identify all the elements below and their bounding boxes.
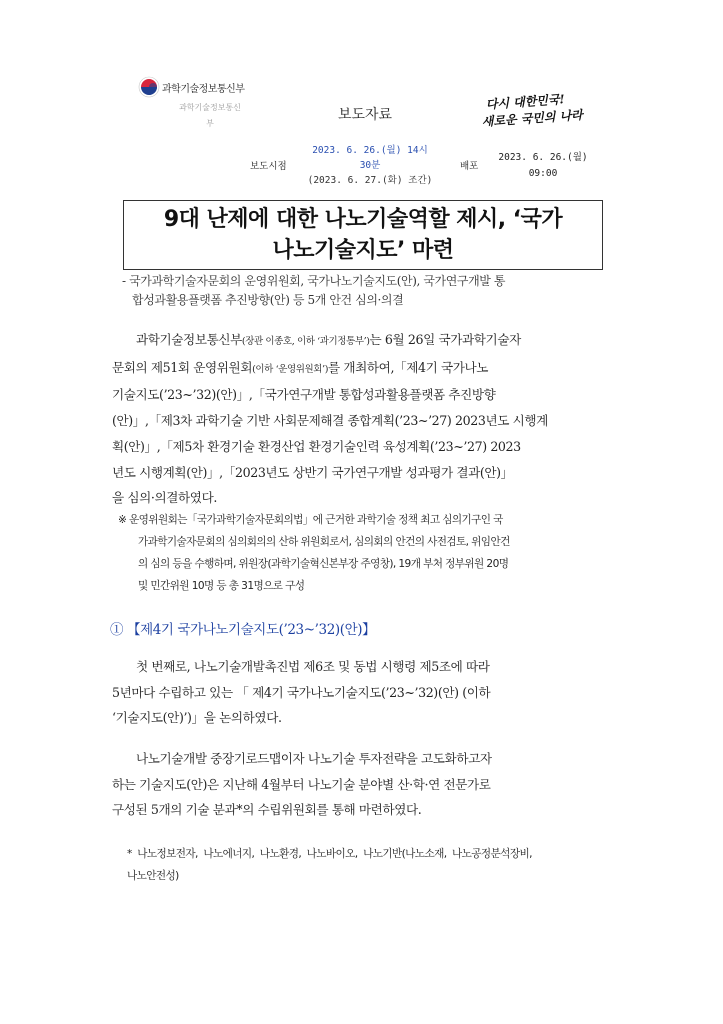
note-line: ※ 운영위원회는「국가과학기술자문회의법」에 근거한 과학기술 정책 최고 심의기구인 국 xyxy=(118,514,503,526)
text-span: 는 6월 26일 국가과학기술자 xyxy=(369,332,521,347)
paragraph-line: 첫 번째로, 나노기술개발촉진법 제6조 및 동법 시행령 제5조에 따라 xyxy=(136,659,490,674)
note-line: 의 심의 등을 수행하며, 위원장(과학기술혁신본부장 주영창), 19개 부처 정부위원 20명 xyxy=(138,558,509,570)
paragraph-line: 구성된 5개의 기술 분과*의 수립위원회를 통해 마련하였다. xyxy=(112,802,422,818)
paragraph-intro xyxy=(112,327,612,511)
footnote xyxy=(127,843,627,887)
subheadline xyxy=(122,272,612,310)
note-line: 가과학기술자문회의 심의회의의 산하 위원회로서, 심의회의 안건의 사전검토, 위임안건 xyxy=(138,536,510,548)
text-span-small: (이하 ‘운영위원회’) xyxy=(252,363,329,375)
svg-text:다시 대한민국!: 다시 대한민국! xyxy=(485,92,566,112)
paragraph-line: 을 심의·의결하였다. xyxy=(112,490,217,506)
headline-line1: 9대 난제에 대한 나노기술역할 제시, ‘국가 xyxy=(163,207,563,232)
paragraph-line: 기술지도(’23~’32)(안)」,「국가연구개발 통합성과활용플랫폼 추진방향 xyxy=(112,387,496,403)
release-label: 보도시점 xyxy=(250,161,287,172)
distribution-time-line2: 09:00 xyxy=(528,168,558,179)
subheadline-line2: 합성과활용플랫폼 추진방향(안) 등 5개 안건 심의·의결 xyxy=(132,293,404,307)
headline-box xyxy=(123,200,603,270)
paragraph-line xyxy=(112,327,612,355)
headline-line2: 나노기술지도’ 마련 xyxy=(272,238,454,263)
paragraph-line: (안)」,「제3차 과학기술 기반 사회문제해결 종합계획(’23~’27) 2023년도 시행계 xyxy=(112,413,548,429)
paragraph-line: 5년마다 수립하고 있는 「 제4기 국가나노기술지도(’23~’32)(안) (이하 xyxy=(112,684,491,700)
section-heading: ① 【제4기 국가나노기술지도(’23~’32)(안)】 xyxy=(110,622,376,638)
text-span: 과학기술정보통신부 xyxy=(136,332,242,347)
slogan-calligraphy xyxy=(478,90,608,130)
footnote-line: 나노안전성) xyxy=(127,870,179,882)
text-span-small: (장관 이종호, 이하 ‘과기정통부’) xyxy=(241,336,370,347)
note-line: 및 민간위원 10명 등 총 31명으로 구성 xyxy=(138,580,305,592)
release-time-line3: (2023. 6. 27.(화) 조간) xyxy=(307,175,433,186)
release-info xyxy=(220,140,620,192)
ministry-logo-text: 과학기술정보통신부 xyxy=(162,84,245,95)
footnote-line: * 나노정보전자, 나노에너지, 나노환경, 나노바이오, 나노기반(나노소재, 나노공정분석장비, xyxy=(127,848,532,860)
org-cell xyxy=(150,92,270,138)
svg-text:새로운 국민의 나라: 새로운 국민의 나라 xyxy=(481,107,584,129)
text-span: 를 개최하여,「제4기 국가나노 xyxy=(328,359,489,375)
text-span: 문회의 제51회 운영위원회 xyxy=(112,359,253,375)
release-time xyxy=(295,143,445,188)
distribution-label: 배포 xyxy=(460,161,479,172)
paragraph-line: 획(안)」,「제5차 환경기술 환경산업 환경기술인력 육성계획(’23~’27) 2023 xyxy=(112,438,521,454)
doc-type-title: 보도자료 xyxy=(337,107,393,123)
org-cell-text: 과학기술정보통신 부 xyxy=(179,103,241,128)
paragraph-line xyxy=(112,355,612,383)
release-time-line2: 30분 xyxy=(359,160,381,171)
paragraph-first-item xyxy=(112,654,612,731)
distribution-time xyxy=(488,150,598,182)
distribution-time-line1: 2023. 6. 26.(월) xyxy=(498,152,588,163)
release-time-line1: 2023. 6. 26.(월) 14시 xyxy=(312,145,428,156)
subheadline-line1: - 국가과학기술자문회의 운영위원회, 국가나노기술지도(안), 국가연구개발 통 xyxy=(122,274,506,288)
committee-note xyxy=(118,509,618,597)
paragraph-line: ‘기술지도(안)’)」을 논의하였다. xyxy=(112,710,282,726)
paragraph-line: 년도 시행계획(안)」,「2023년도 상반기 국가연구개발 성과평가 결과(안)」 xyxy=(112,464,513,480)
paragraph-line: 나노기술개발 중장기로드맵이자 나노기술 투자전략을 고도화하고자 xyxy=(136,751,492,766)
paragraph-line: 하는 기술지도(안)은 지난해 4월부터 나노기술 분야별 산·학·연 전문가로 xyxy=(112,776,491,792)
paragraph-roadmap xyxy=(112,746,612,823)
